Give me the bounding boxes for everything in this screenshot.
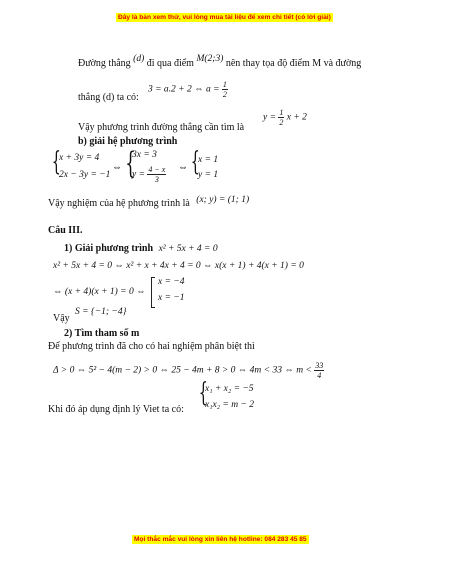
text: nên thay tọa độ điểm M và đường <box>225 58 362 69</box>
eq-left: y = <box>132 169 146 180</box>
preview-banner: Đây là bản xem thử, vui lòng mua tài liệu để xem chi tiết (có lời giải) <box>118 14 331 21</box>
part-b-heading: b) giải hệ phương trình <box>78 136 178 147</box>
root-2: x = −1 <box>158 293 185 303</box>
system1-row2: 2x − 3y = −1 <box>59 170 111 180</box>
iff-symbol: ⇔ <box>112 162 122 173</box>
fraction <box>222 80 228 99</box>
eq-left: 3 = a.2 + 2 ⇔ a = <box>148 84 220 95</box>
fraction <box>147 165 166 184</box>
solution-set: S = {−1; −4} <box>75 307 127 317</box>
q1-equation: x² + 5x + 4 = 0 <box>158 244 218 254</box>
denominator: 2 <box>279 118 284 127</box>
delta-line <box>53 361 324 380</box>
para-line-2: thẳng (d) ta có: <box>78 92 139 103</box>
system-brace: { <box>198 378 208 408</box>
solution-line-2: ⇔ (x + 4)(x + 1) = 0 ⇔ <box>53 287 146 297</box>
question-2-text: Để phương trình đã cho có hai nghiệm phân biệt thì <box>48 341 255 352</box>
question-1-heading <box>64 243 218 254</box>
numerator: 33 <box>315 361 324 370</box>
viet-text: Khi đó áp dụng định lý Viet ta có: <box>48 404 184 415</box>
system3-row2: y = 1 <box>198 170 219 180</box>
solution-bracket <box>151 277 155 308</box>
math-point-M: M(2;3) <box>196 54 224 64</box>
system1-row1: x + 3y = 4 <box>59 153 100 163</box>
question-2-heading: 2) Tìm tham số m <box>64 328 140 339</box>
fraction <box>314 361 324 380</box>
eq-rest: x + 2 <box>286 112 307 123</box>
solution-line-1: x² + 5x + 4 = 0 ⇔ x² + x + 4x + 4 = 0 ⇔ x(x + 1) + 4(x + 1) = 0 <box>53 261 304 271</box>
system-conclusion <box>48 195 250 209</box>
text: Vậy nghiệm của hệ phương trình là <box>48 198 190 209</box>
viet-row-1: x₁ + x₂ = −5 <box>205 384 254 394</box>
denominator: 3 <box>154 175 159 184</box>
system2-row2 <box>132 165 166 184</box>
cau-3-heading: Câu III. <box>48 225 83 236</box>
para-line-1 <box>78 54 362 69</box>
denominator: 2 <box>222 90 227 99</box>
text: Đường thẳng <box>78 58 131 69</box>
eq-y: y = <box>263 112 277 123</box>
fraction <box>278 108 284 127</box>
numerator: 4 − x <box>148 165 166 174</box>
numerator: 1 <box>279 108 284 117</box>
numerator: 1 <box>222 80 227 89</box>
equation-y <box>263 108 307 127</box>
equation-a <box>148 80 228 99</box>
viet-row-2: x₁x₂ = m − 2 <box>205 400 254 410</box>
iff-symbol: ⇔ <box>178 162 188 173</box>
system2-row1: 3x = 3 <box>132 150 157 160</box>
vay-label: Vậy <box>53 313 70 324</box>
system3-row1: x = 1 <box>198 155 219 165</box>
delta-expr: Δ > 0 ⇔ 5² − 4(m − 2) > 0 ⇔ 25 − 4m + 8 > 0 ⇔ 4m < 33 ⇔ m < <box>53 365 312 376</box>
solution-math: (x; y) = (1; 1) <box>196 195 250 205</box>
system-brace: { <box>125 146 136 181</box>
root-1: x = −4 <box>158 277 185 287</box>
system-brace: { <box>51 147 61 177</box>
denominator: 4 <box>317 371 322 380</box>
line-equation-result: Vậy phương trình đường thẳng cần tìm là <box>78 122 245 133</box>
text: đi qua điểm <box>146 58 194 69</box>
math-d: (d) <box>133 54 145 64</box>
system-brace: { <box>190 147 200 177</box>
hotline-banner: Mọi thắc mắc vui lòng xin liên hệ hotline: 084 283 45 85 <box>134 536 307 543</box>
text: 1) Giải phương trình <box>64 243 154 254</box>
